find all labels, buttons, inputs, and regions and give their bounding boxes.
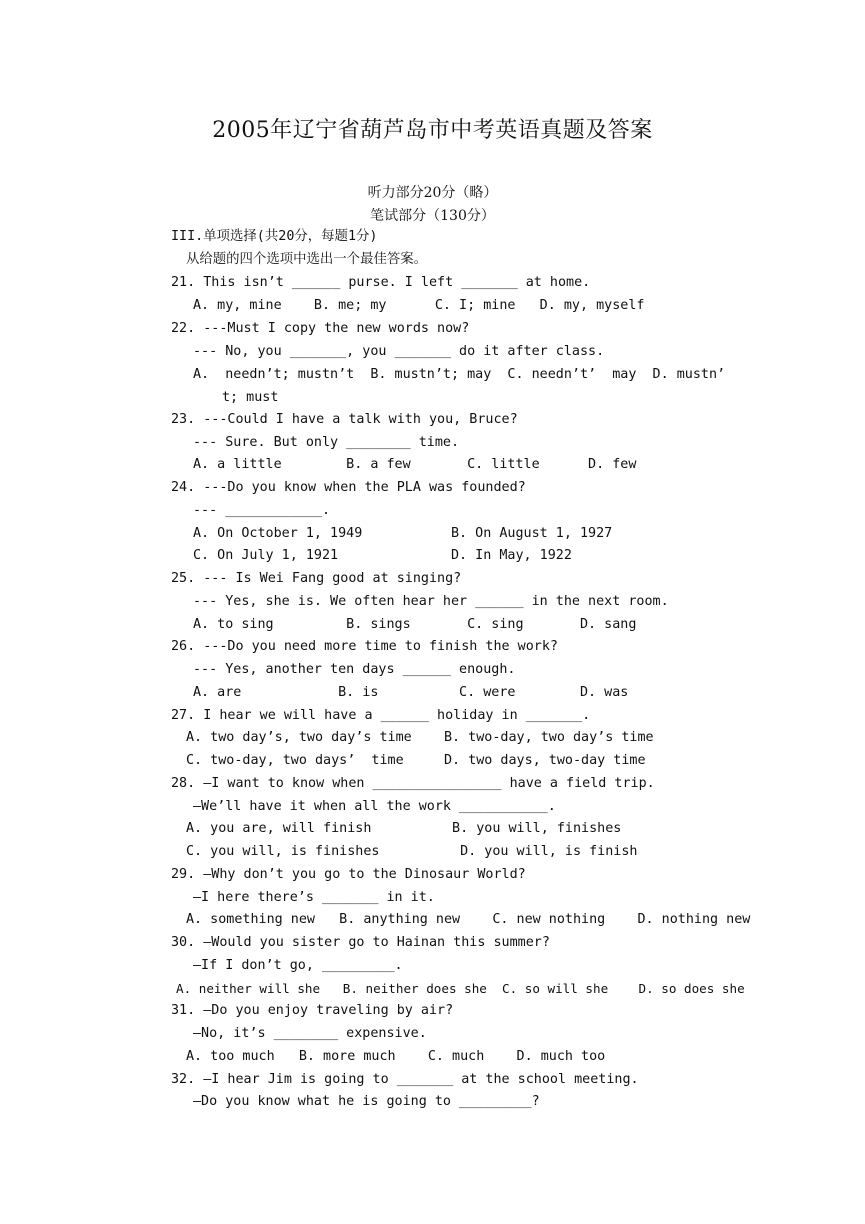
question-30-line2: —If I don’t go, _________. xyxy=(193,958,403,973)
question-22: 22. ---Must I copy the new words now? xyxy=(171,321,470,336)
options-31: A. too much B. more much C. much D. much too xyxy=(186,1049,606,1064)
question-26-line2: --- Yes, another ten days ______ enough. xyxy=(193,662,516,677)
page-title: 2005年辽宁省葫芦岛市中考英语真题及答案 xyxy=(212,118,653,143)
options-25: A. to sing B. sings C. sing D. sang xyxy=(193,617,637,632)
options-30: A. neither will she B. neither does she C. so will she D. so does she xyxy=(176,981,745,996)
question-21: 21. This isn’t ______ purse. I left _______ at home. xyxy=(171,275,591,290)
options-29: A. something new B. anything new C. new nothing D. nothing new xyxy=(186,912,751,927)
options-26: A. are B. is C. were D. was xyxy=(193,685,629,700)
question-26: 26. ---Do you need more time to finish the work? xyxy=(171,639,558,654)
question-23-line2: --- Sure. But only ________ time. xyxy=(193,435,460,450)
instruction-text: 从给题的四个选项中选出一个最佳答案。 xyxy=(186,252,428,267)
options-24-row1: A. On October 1, 1949 B. On August 1, 1927 xyxy=(193,526,613,541)
writing-section-heading: 笔试部分（130分） xyxy=(370,208,495,224)
question-24-line2: --- ____________. xyxy=(193,503,331,518)
question-29: 29. —Why don’t you go to the Dinosaur World? xyxy=(171,867,526,882)
question-32: 32. —I hear Jim is going to _______ at the school meeting. xyxy=(171,1072,639,1087)
options-23: A. a little B. a few C. little D. few xyxy=(193,457,637,472)
options-28-row1: A. you are, will finish B. you will, finishes xyxy=(186,821,622,836)
question-28: 28. —I want to know when ________________ have a field trip. xyxy=(171,776,655,791)
options-21: A. my, mine B. me; my C. I; mine D. my, myself xyxy=(193,298,645,313)
question-22-line2: --- No, you _______, you _______ do it after class. xyxy=(193,344,605,359)
question-27: 27. I hear we will have a ______ holiday in _______. xyxy=(171,708,591,723)
question-31: 31. —Do you enjoy traveling by air? xyxy=(171,1003,454,1018)
listening-section-heading: 听力部分20分（略） xyxy=(367,185,498,201)
options-22: A. needn’t; mustn’t B. mustn’t; may C. needn’t’ may D. mustn’ xyxy=(193,367,726,382)
question-28-line2: —We’ll have it when all the work ___________. xyxy=(193,799,556,814)
question-30: 30. —Would you sister go to Hainan this summer? xyxy=(171,935,550,950)
question-25: 25. --- Is Wei Fang good at singing? xyxy=(171,571,462,586)
question-25-line2: --- Yes, she is. We often hear her ______ in the next room. xyxy=(193,594,669,609)
options-27-row1: A. two day’s, two day’s time B. two-day, two day’s time xyxy=(186,730,654,745)
question-31-line2: —No, it’s ________ expensive. xyxy=(193,1026,427,1041)
options-22-cont: t; must xyxy=(222,390,279,405)
options-24-row2: C. On July 1, 1921 D. In May, 1922 xyxy=(193,548,572,563)
question-24: 24. ---Do you know when the PLA was founded? xyxy=(171,480,526,495)
question-29-line2: —I here there’s _______ in it. xyxy=(193,890,435,905)
options-28-row2: C. you will, is finishes D. you will, is finish xyxy=(186,844,638,859)
options-27-row2: C. two-day, two days’ time D. two days, two-day time xyxy=(186,753,646,768)
question-32-line2: —Do you know what he is going to _________? xyxy=(193,1094,540,1109)
question-23: 23. ---Could I have a talk with you, Bruce? xyxy=(171,412,518,427)
section-heading: III.单项选择(共20分，每题1分) xyxy=(171,229,378,244)
